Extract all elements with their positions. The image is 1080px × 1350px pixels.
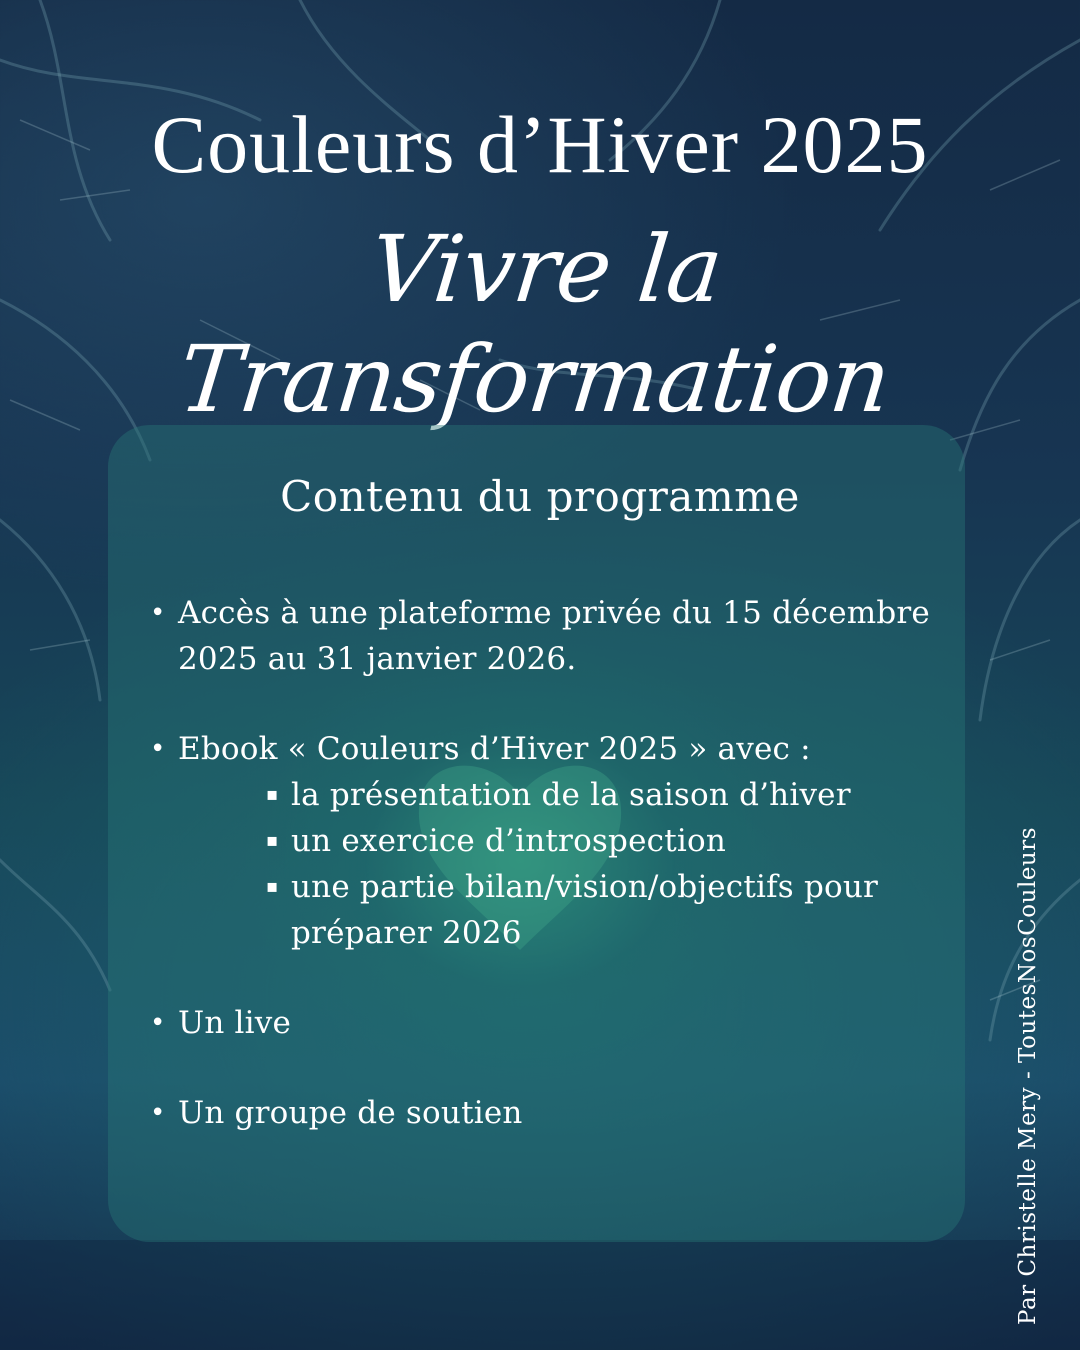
- page-subtitle: Vivre la Transformation: [174, 216, 895, 434]
- list-item: [150, 726, 940, 956]
- square-bullet-icon: ▪: [266, 830, 279, 851]
- square-bullet-icon: ▪: [266, 876, 279, 897]
- list-item-text: Un live: [178, 1005, 292, 1041]
- author-credit: Par Christelle Mery - ToutesNosCouleurs: [1015, 826, 1041, 1325]
- panel-title: Contenu du programme: [280, 472, 800, 521]
- sub-list-item: [150, 818, 940, 864]
- sub-list-item-text: une partie bilan/vision/objectifs pour préparer 2026: [291, 869, 879, 951]
- bullet-icon: •: [150, 1008, 166, 1038]
- list-item: [150, 1090, 940, 1136]
- bullet-icon: •: [150, 598, 166, 628]
- sub-list-item: [150, 864, 940, 956]
- sub-list-item-text: un exercice d’introspection: [291, 823, 726, 859]
- list-item: [150, 1000, 940, 1046]
- list-item-text: Ebook « Couleurs d’Hiver 2025 » avec :: [178, 731, 811, 767]
- list-item: [150, 590, 940, 682]
- sub-list-item: [150, 772, 940, 818]
- sub-list: [178, 772, 940, 956]
- bullet-icon: •: [150, 734, 166, 764]
- list-item-text: Accès à une plateforme privée du 15 décembre 2025 au 31 janvier 2026.: [178, 595, 930, 677]
- list-item-text: Un groupe de soutien: [178, 1095, 523, 1131]
- square-bullet-icon: ▪: [266, 784, 279, 805]
- bullet-icon: •: [150, 1098, 166, 1128]
- sub-list-item-text: la présentation de la saison d’hiver: [291, 777, 851, 813]
- page-title: Couleurs d’Hiver 2025: [151, 99, 929, 190]
- program-list: [150, 590, 940, 1180]
